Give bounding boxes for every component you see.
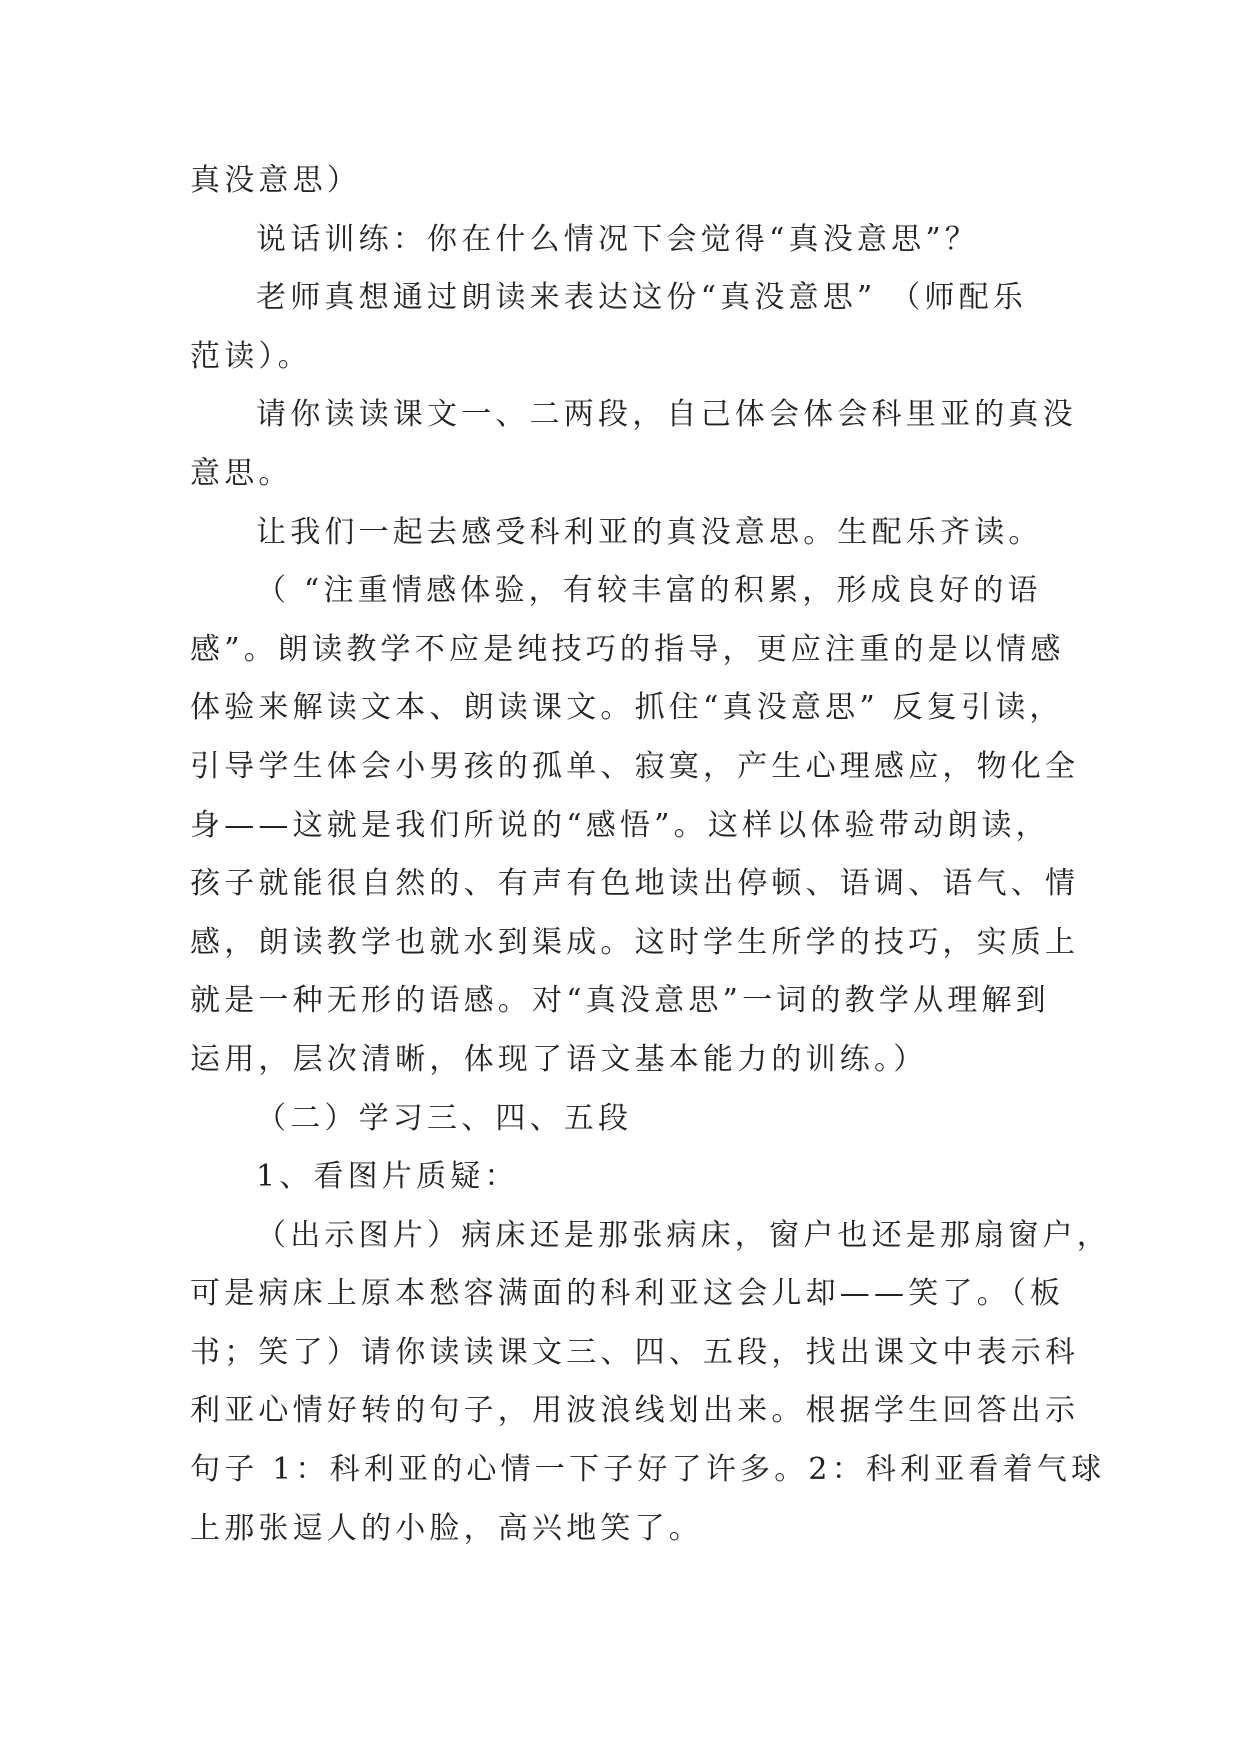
text-line: （出示图片）病床还是那张病床，窗户也还是那扇窗户， xyxy=(256,1217,1111,1253)
text-line: 意思。 xyxy=(190,455,293,491)
text-line: （ “注重情感体验，有较丰富的积累，形成良好的语 xyxy=(256,573,1042,609)
text-line: 可是病床上原本愁容满面的科利亚这会儿却——笑了。（板 xyxy=(190,1276,1065,1312)
text-line: 就是一种无形的语感。对“真没意思”一词的教学从理解到 xyxy=(190,983,1050,1019)
text-line: 请你读读课文一、二两段，自己体会体会科里亚的真没 xyxy=(256,397,1077,433)
text-line: 范读）。 xyxy=(190,338,312,374)
text-line: 句子 1：科利亚的心情一下子好了许多。2：科利亚看着气球 xyxy=(190,1452,1106,1488)
text-line: 说话训练：你在什么情况下会觉得“真没意思”？ xyxy=(256,221,980,257)
text-line: 让我们一起去感受科利亚的真没意思。生配乐齐读。 xyxy=(256,514,1043,550)
text-line: 1、看图片质疑： xyxy=(256,1159,519,1195)
text-line: 真没意思） xyxy=(190,163,361,198)
section-heading: （二）学习三、四、五段 xyxy=(256,1100,633,1136)
text-line: 引导学生体会小男孩的孤单、寂寞，产生心理感应，物化全 xyxy=(190,748,1080,784)
body-text xyxy=(190,152,1111,1558)
text-line: 上那张逗人的小脸，高兴地笑了。 xyxy=(190,1510,703,1546)
text-line: 运用，层次清晰，体现了语文基本能力的训练。） xyxy=(190,1041,928,1077)
text-line: 身——这就是我们所说的“感悟”。这样以体验带动朗读， xyxy=(190,807,1050,843)
text-line: 老师真想通过朗读来表达这份“真没意思” （师配乐 xyxy=(256,280,1028,316)
text-line: 感，朗读教学也就水到渠成。这时学生所学的技巧，实质上 xyxy=(190,924,1080,960)
text-line: 体验来解读文本、朗读课文。抓住“真没意思” 反复引读， xyxy=(190,690,1064,726)
text-line: 感”。朗读教学不应是纯技巧的指导，更应注重的是以情感 xyxy=(190,631,1065,667)
text-line: 孩子就能很自然的、有声有色地读出停顿、语调、语气、情 xyxy=(190,866,1080,902)
text-line: 利亚心情好转的句子，用波浪线划出来。根据学生回答出示 xyxy=(190,1393,1080,1429)
text-line: 书；笑了）请你读读课文三、四、五段，找出课文中表示科 xyxy=(190,1334,1080,1370)
